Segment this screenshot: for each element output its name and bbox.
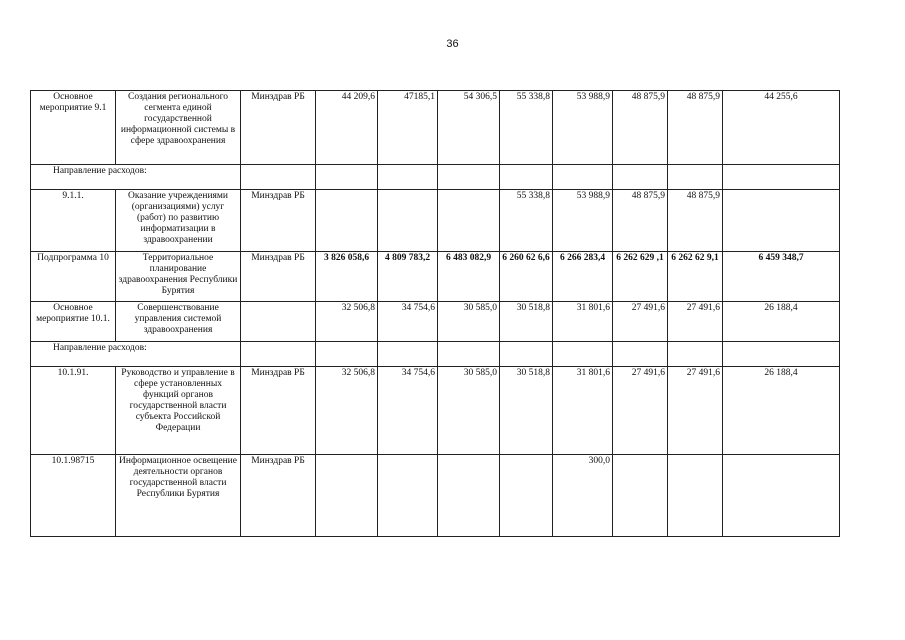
row-executor: Минздрав РБ xyxy=(241,252,316,302)
value-cell xyxy=(723,190,840,252)
empty-cell xyxy=(241,165,316,190)
direction-row xyxy=(31,342,840,367)
row-executor xyxy=(241,302,316,342)
value-cell: 44 209,6 xyxy=(316,91,378,165)
empty-cell xyxy=(500,165,553,190)
empty-cell xyxy=(241,342,316,367)
value-cell xyxy=(613,455,668,537)
table-row xyxy=(31,367,840,455)
table-row xyxy=(31,252,840,302)
value-cell xyxy=(378,455,438,537)
value-cell: 6 260 62 6,6 xyxy=(500,252,553,302)
table-row xyxy=(31,302,840,342)
value-cell: 26 188,4 xyxy=(723,302,840,342)
value-cell xyxy=(723,455,840,537)
empty-cell xyxy=(723,342,840,367)
value-cell xyxy=(438,190,500,252)
value-cell: 32 506,8 xyxy=(316,302,378,342)
value-cell: 53 988,9 xyxy=(553,190,613,252)
value-cell: 300,0 xyxy=(553,455,613,537)
empty-cell xyxy=(500,342,553,367)
value-cell: 6 459 348,7 xyxy=(723,252,840,302)
value-cell: 3 826 058,6 xyxy=(316,252,378,302)
value-cell: 6 483 082,9 xyxy=(438,252,500,302)
row-code: 10.1.91. xyxy=(31,367,116,455)
row-name: Информационное освещение деятельности органов государственной власти Республики Бурятия xyxy=(116,455,241,537)
value-cell: 31 801,6 xyxy=(553,367,613,455)
value-cell: 27 491,6 xyxy=(613,302,668,342)
value-cell: 53 988,9 xyxy=(553,91,613,165)
empty-cell xyxy=(438,165,500,190)
value-cell xyxy=(500,455,553,537)
empty-cell xyxy=(438,342,500,367)
value-cell: 34 754,6 xyxy=(378,367,438,455)
value-cell: 30 585,0 xyxy=(438,367,500,455)
row-code: 10.1.98715 xyxy=(31,455,116,537)
value-cell: 30 585,0 xyxy=(438,302,500,342)
value-cell xyxy=(438,455,500,537)
value-cell: 48 875,9 xyxy=(613,91,668,165)
empty-cell xyxy=(316,342,378,367)
value-cell: 27 491,6 xyxy=(613,367,668,455)
value-cell: 34 754,6 xyxy=(378,302,438,342)
row-code: Основное мероприятие 10.1. xyxy=(31,302,116,342)
value-cell: 4 809 783,2 xyxy=(378,252,438,302)
value-cell xyxy=(316,455,378,537)
empty-cell xyxy=(668,165,723,190)
table-row xyxy=(31,190,840,252)
row-name: Совершенствование управления системой здравоохранения xyxy=(116,302,241,342)
value-cell: 31 801,6 xyxy=(553,302,613,342)
empty-cell xyxy=(378,165,438,190)
value-cell: 30 518,8 xyxy=(500,367,553,455)
value-cell: 6 262 62 9,1 xyxy=(668,252,723,302)
value-cell: 32 506,8 xyxy=(316,367,378,455)
value-cell: 54 306,5 xyxy=(438,91,500,165)
value-cell: 6 262 629 ,1 xyxy=(613,252,668,302)
value-cell: 27 491,6 xyxy=(668,367,723,455)
empty-cell xyxy=(316,165,378,190)
direction-row xyxy=(31,165,840,190)
empty-cell xyxy=(553,165,613,190)
table-row xyxy=(31,455,840,537)
page-number: 36 xyxy=(446,38,459,50)
row-name: Территориальное планирование здравоохранения Республики Бурятия xyxy=(116,252,241,302)
value-cell: 48 875,9 xyxy=(613,190,668,252)
direction-label: Направление расходов: xyxy=(31,165,241,190)
row-code: Основное мероприятие 9.1 xyxy=(31,91,116,165)
value-cell: 55 338,8 xyxy=(500,190,553,252)
empty-cell xyxy=(613,165,668,190)
value-cell: 55 338,8 xyxy=(500,91,553,165)
value-cell: 30 518,8 xyxy=(500,302,553,342)
empty-cell xyxy=(378,342,438,367)
empty-cell xyxy=(723,165,840,190)
value-cell: 48 875,9 xyxy=(668,190,723,252)
budget-table xyxy=(30,90,840,537)
table-row xyxy=(31,91,840,165)
row-executor: Минздрав РБ xyxy=(241,367,316,455)
value-cell xyxy=(378,190,438,252)
row-executor: Минздрав РБ xyxy=(241,91,316,165)
row-code: Подпрограмма 10 xyxy=(31,252,116,302)
value-cell: 26 188,4 xyxy=(723,367,840,455)
row-name: Оказание учреждениями (организациями) услуг (работ) по развитию информатизации в здравоохранении xyxy=(116,190,241,252)
row-name: Руководство и управление в сфере установленных функций органов государственной власти субъекта Российской Федерации xyxy=(116,367,241,455)
value-cell xyxy=(668,455,723,537)
empty-cell xyxy=(553,342,613,367)
value-cell: 47185,1 xyxy=(378,91,438,165)
empty-cell xyxy=(668,342,723,367)
value-cell: 6 266 283,4 xyxy=(553,252,613,302)
value-cell: 27 491,6 xyxy=(668,302,723,342)
row-name: Создания регионального сегмента единой государственной информационной системы в сфере здравоохранения xyxy=(116,91,241,165)
empty-cell xyxy=(613,342,668,367)
row-code: 9.1.1. xyxy=(31,190,116,252)
value-cell xyxy=(316,190,378,252)
value-cell: 44 255,6 xyxy=(723,91,840,165)
direction-label: Направление расходов: xyxy=(31,342,241,367)
row-executor: Минздрав РБ xyxy=(241,190,316,252)
row-executor: Минздрав РБ xyxy=(241,455,316,537)
value-cell: 48 875,9 xyxy=(668,91,723,165)
